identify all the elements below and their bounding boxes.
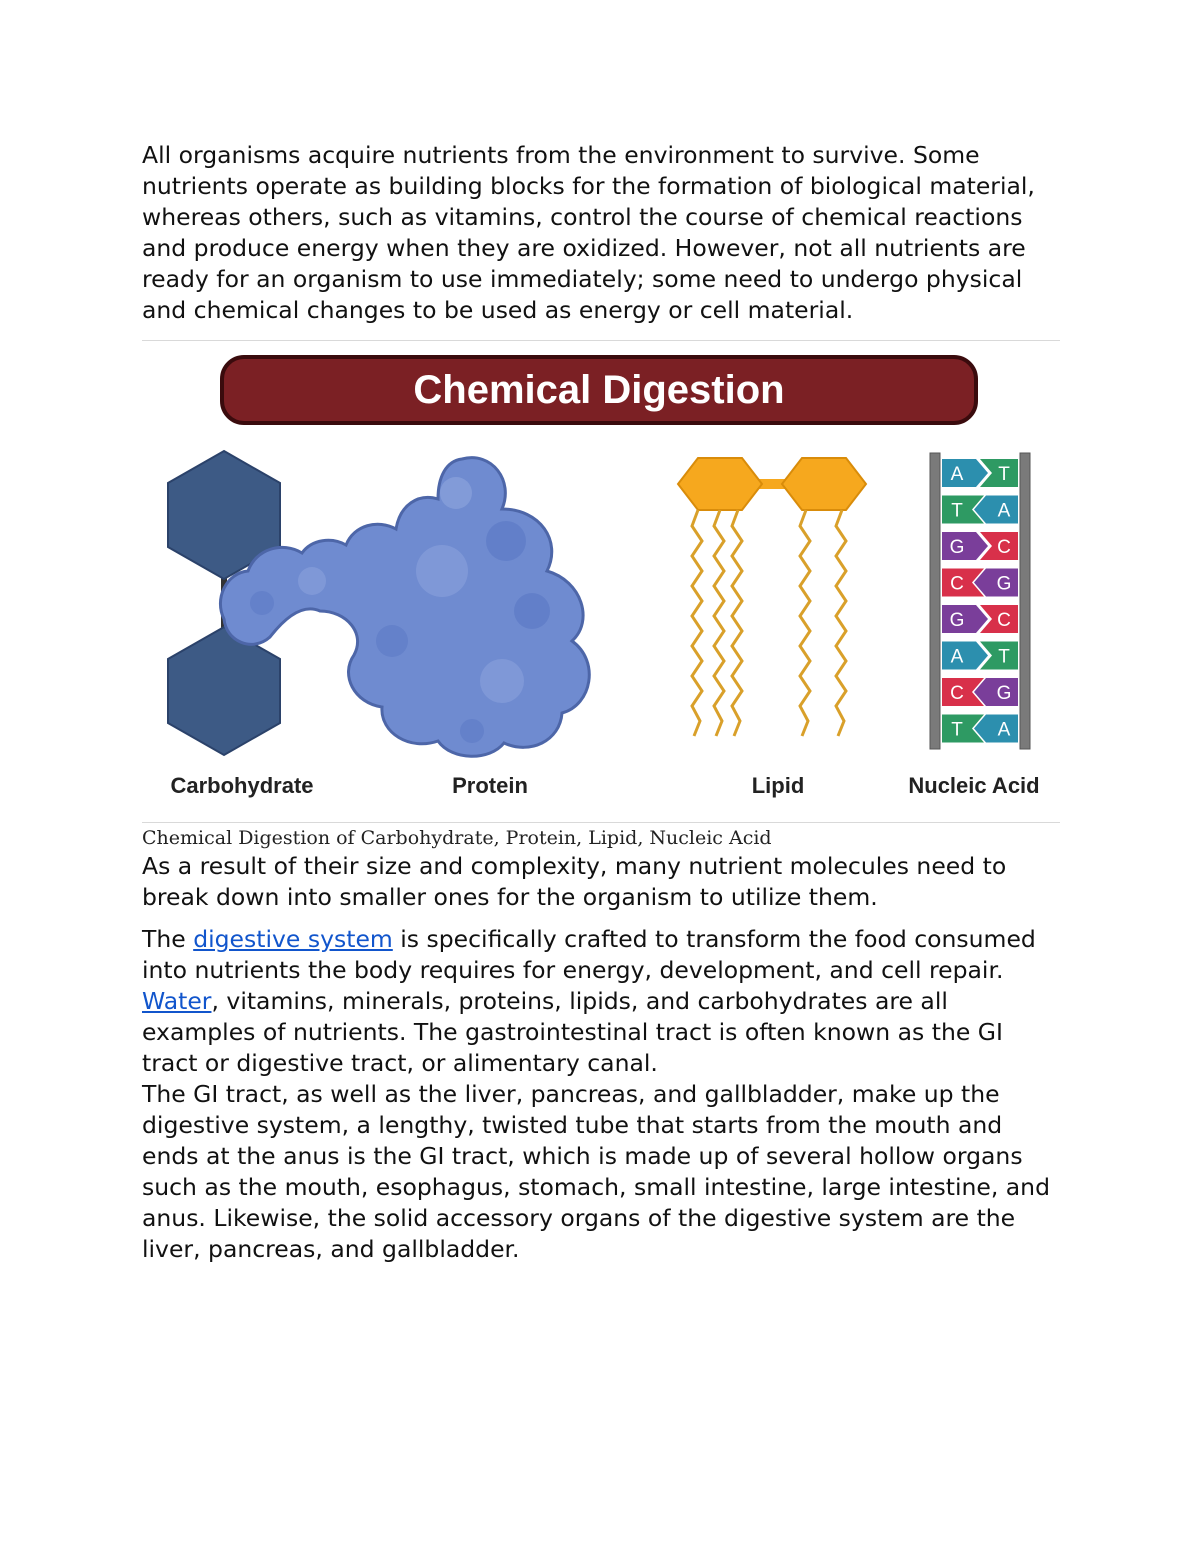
dna-base-pair	[942, 715, 1018, 743]
dna-base-right	[974, 496, 1018, 524]
carbohydrate-hexagon-bottom	[168, 627, 280, 755]
banner-title: Chemical Digestion	[413, 368, 785, 412]
dna-base-right-letter: G	[996, 573, 1012, 595]
dna-base-left-letter: T	[951, 719, 963, 741]
figure-caption: Chemical Digestion of Carbohydrate, Protein, Lipid, Nucleic Acid	[142, 827, 772, 849]
label-protein: Protein	[452, 773, 528, 798]
label-nucleic-acid: Nucleic Acid	[908, 773, 1040, 798]
lipid-head-left	[678, 458, 762, 510]
body-paragraph-3: The GI tract, as well as the liver, pancreas, and gallbladder, make up the digestive system, a lengthy, twisted tube that starts from the mouth and ends at the anus is the GI tract, which is made up of several hollow organs such as the mouth, esophagus, stomach, small intestine, large intestine, and anus. Likewise, the solid accessory organs of the digestive system are the liver, pancreas, and gallbladder.	[142, 1080, 1050, 1263]
dna-base-left	[942, 459, 988, 487]
dna-base-pair	[942, 459, 1018, 487]
dna-base-left-letter: C	[950, 683, 964, 704]
chemical-digestion-figure	[142, 341, 1060, 817]
dna-base-pair	[942, 678, 1018, 706]
dna-base-left	[942, 642, 988, 670]
p2-text-start: The	[142, 925, 194, 953]
dna-base-right-letter: C	[997, 537, 1011, 558]
dna-base-left-letter: G	[949, 610, 965, 631]
document-page	[142, 140, 1060, 1265]
title-banner	[222, 357, 976, 423]
dna-base-pair	[942, 642, 1018, 670]
dna-base-pair	[942, 605, 1018, 633]
dna-base-right-letter: T	[998, 646, 1010, 668]
dna-base-pair	[942, 569, 1018, 597]
dna-base-left-letter: C	[950, 573, 964, 595]
nucleic-acid-illustration	[930, 453, 1030, 749]
dna-base-left-letter: A	[950, 646, 964, 668]
intro-paragraph: All organisms acquire nutrients from the environment to survive. Some nutrients operate as building blocks for the formation of biological material, whereas others, such as vitamins, control the course of chemical reactions and produce energy when they are oxidized. However, not all nutrients are ready for an organism to use immediately; some need to undergo physical and chemical changes to be used as energy or cell material.	[142, 141, 1035, 324]
water-link[interactable]: Water	[142, 987, 212, 1015]
label-carbohydrate: Carbohydrate	[170, 773, 314, 798]
dna-base-right-letter: A	[997, 719, 1011, 741]
p2-text-middle: is specifically crafted to transform the food consumed into nutrients the body requires for energy, development, and cell repair.	[142, 925, 1036, 984]
lipid-head-right	[782, 458, 866, 510]
dna-base-right-letter: T	[998, 464, 1010, 485]
dna-base-right	[974, 715, 1018, 743]
p2-text-end: , vitamins, minerals, proteins, lipids, and carbohydrates are all examples of nutrients. The gastrointestinal tract is often known as the GI tract or digestive tract, or alimentary canal.	[142, 987, 1003, 1077]
body-paragraph-2	[142, 924, 1060, 1079]
dna-base-right-letter: C	[997, 610, 1011, 631]
dna-base-pair	[942, 532, 1018, 560]
label-lipid: Lipid	[751, 773, 805, 798]
lipid-illustration	[678, 458, 866, 736]
dna-base-left-letter: G	[949, 537, 965, 558]
dna-base-right-letter: G	[996, 683, 1012, 704]
dna-base-right-letter: A	[997, 500, 1011, 522]
digestive-system-link[interactable]: digestive system	[193, 925, 393, 953]
body-paragraph-1: As a result of their size and complexity, many nutrient molecules need to break down into smaller ones for the organism to utilize them.	[142, 852, 1007, 911]
dna-base-left-letter: A	[950, 464, 964, 485]
dna-base-pair	[942, 496, 1018, 524]
dna-base-left-letter: T	[951, 500, 963, 522]
figure-bottom-divider	[142, 822, 1060, 823]
lipid-tails	[692, 510, 846, 736]
